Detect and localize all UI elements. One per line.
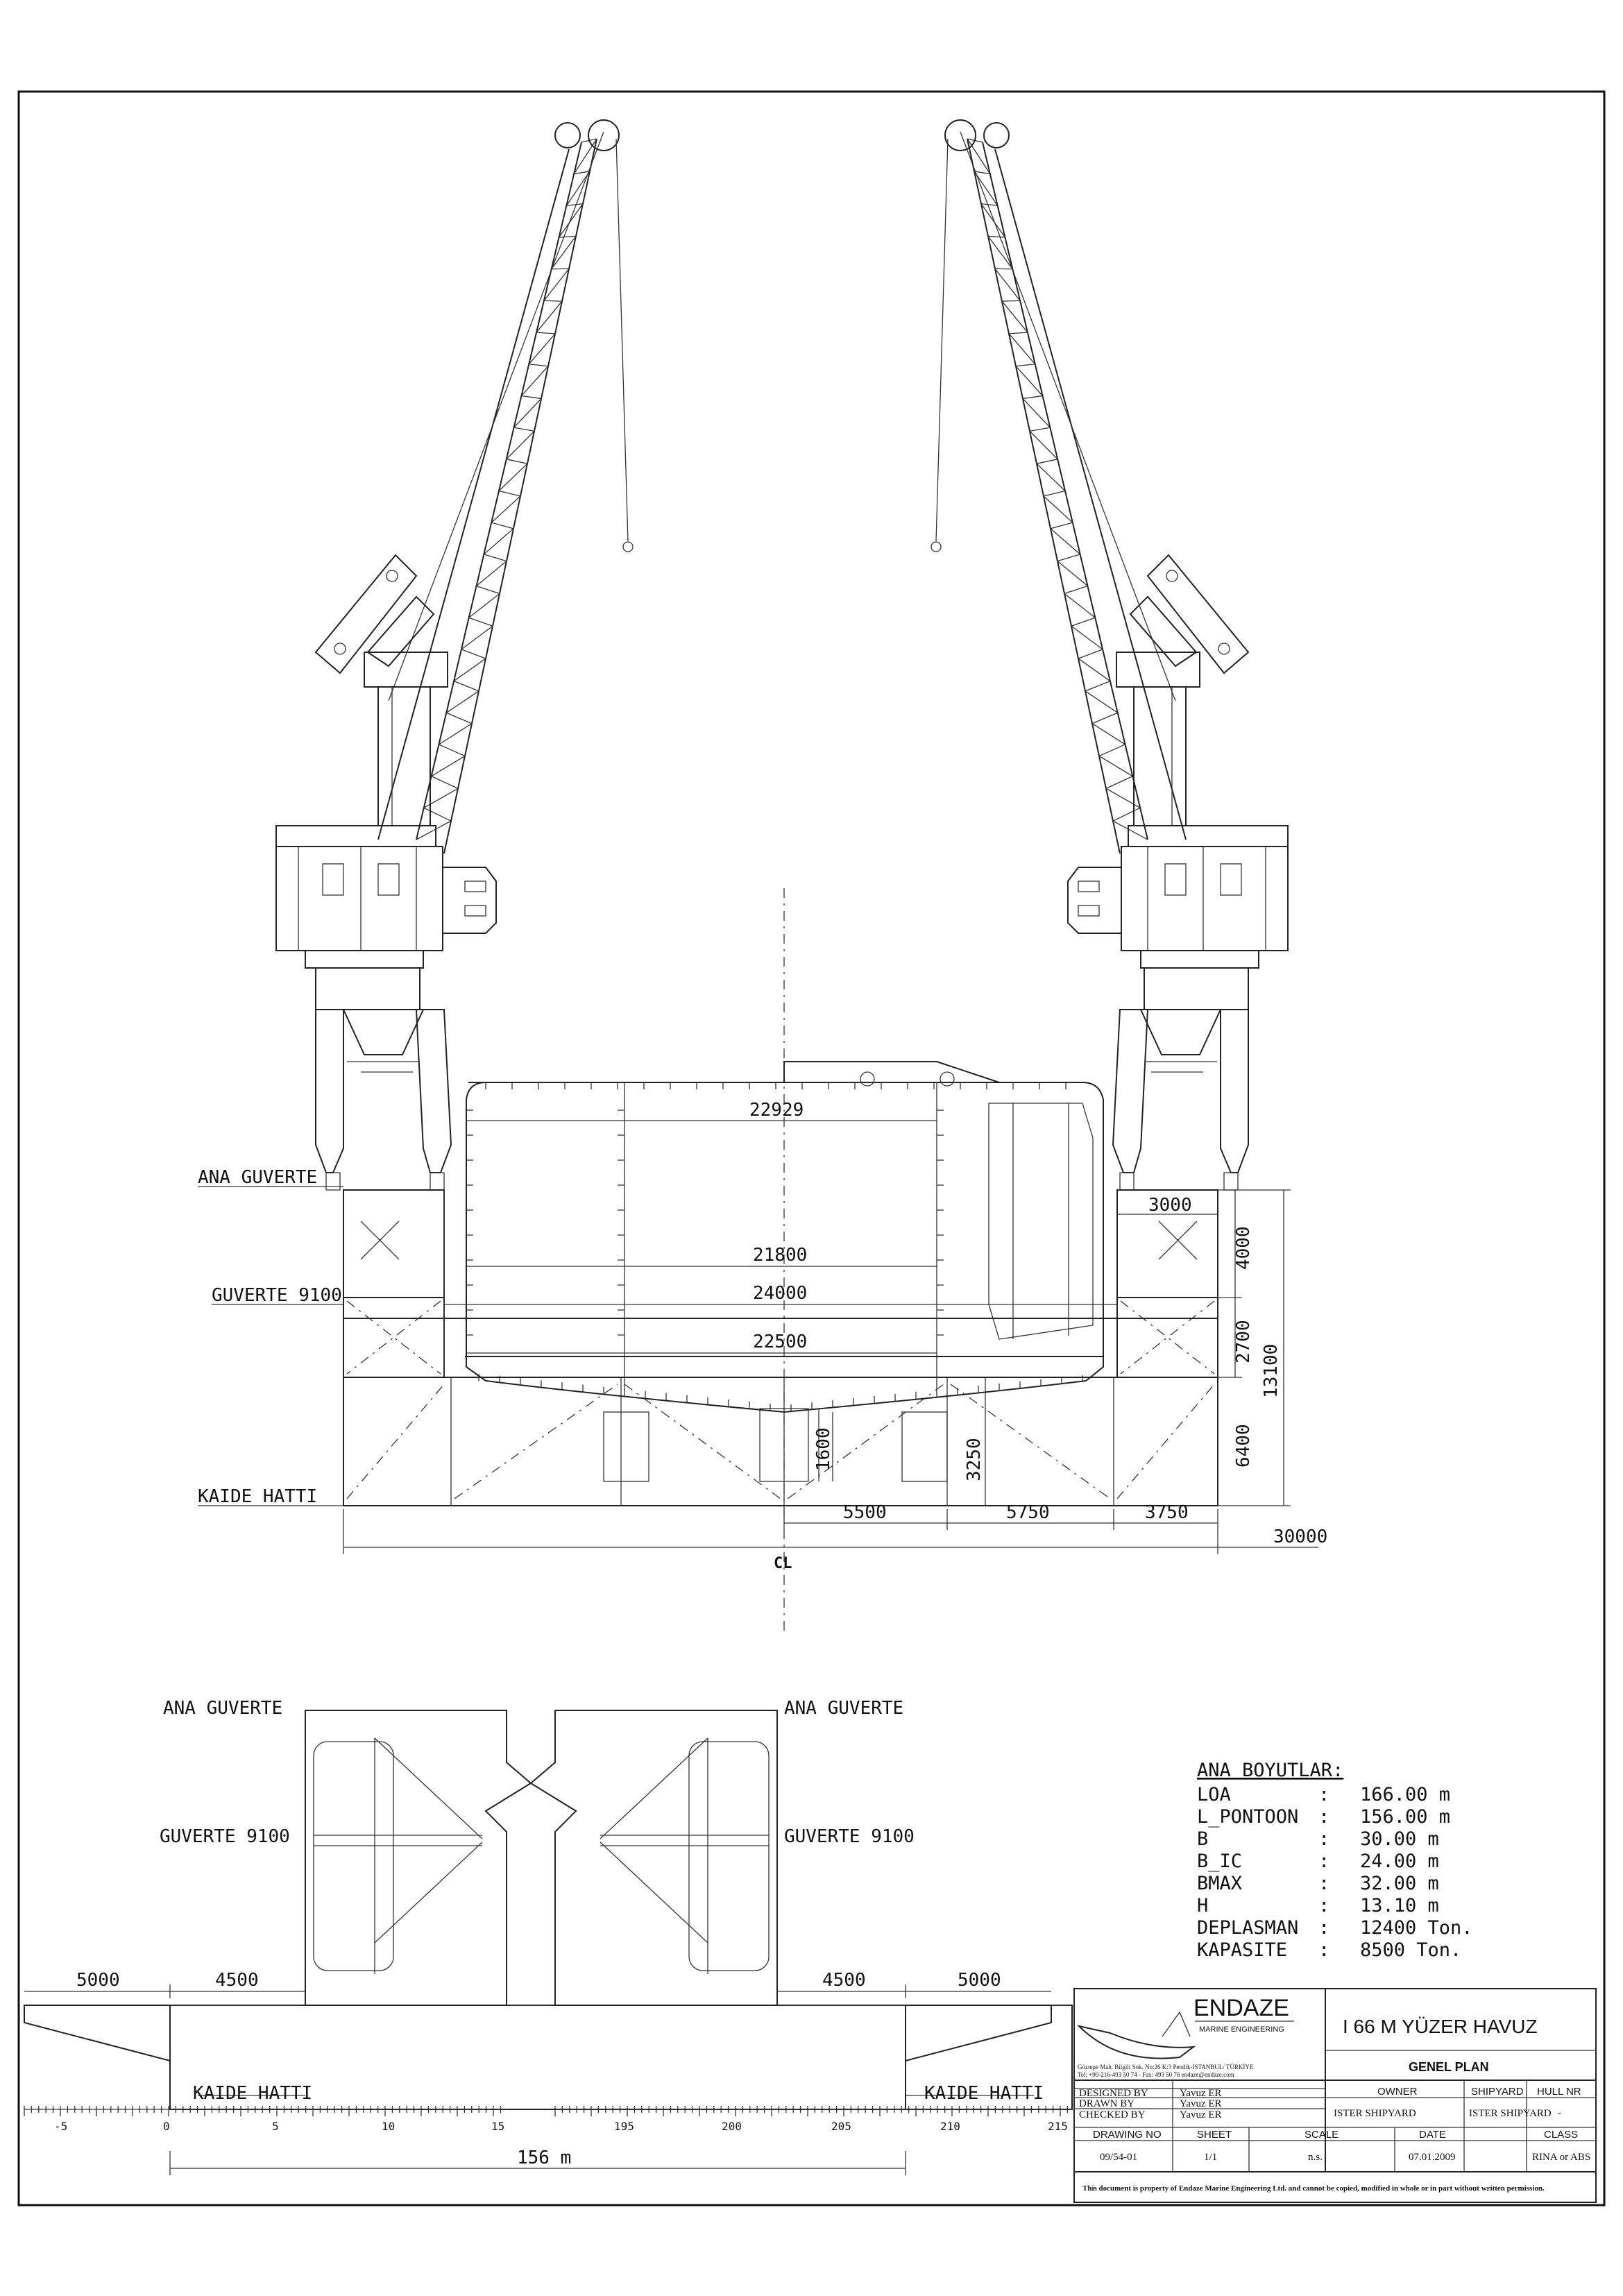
scale-label: 5 [272,2120,279,2133]
dim-5500: 5500 [843,1502,887,1523]
shipyard-value: ISTER SHIPYARD [1469,2108,1552,2119]
scale-label: -5 [54,2120,68,2133]
owner-label: OWNER [1377,2086,1418,2098]
dim-3000: 3000 [1148,1195,1192,1216]
class-value: RINA or ABS [1532,2152,1591,2163]
profile-dim-length: 156 m [517,2148,572,2168]
company-name: ENDAZE [1193,1995,1289,2021]
dim-22500: 22500 [753,1332,808,1352]
label-guverte-9100: GUVERTE 9100 [212,1285,342,1306]
scale-label: 10 [382,2120,396,2133]
main-dimensions-heading: ANA BOYUTLAR: [1197,1760,1344,1781]
profile-dim-4500-right: 4500 [822,1970,866,1991]
scale-label: 215 [1048,2120,1068,2133]
hull-nr-value: - [1558,2108,1561,2119]
spec-sep: : [1318,1873,1330,1894]
spec-key: KAPASITE [1197,1939,1288,1961]
designed-by-value: Yavuz ER [1180,2088,1222,2099]
dim-1600: 1600 [813,1427,834,1471]
company-subtitle: MARINE ENGINEERING [1199,2025,1284,2034]
spec-sep: : [1318,1895,1330,1916]
spec-sep: : [1318,1784,1330,1805]
project-title: I 66 M YÜZER HAVUZ [1343,2016,1538,2037]
profile-label-ana-guverte-right: ANA GUVERTE [784,1698,904,1719]
spec-key: LOA [1197,1784,1231,1805]
checked-by-label: CHECKED BY [1079,2109,1146,2120]
spec-key: B_IC [1197,1851,1243,1872]
profile-dim-5000-right: 5000 [958,1970,1001,1991]
spec-value: 166.00 m [1360,1784,1451,1805]
profile-label-ana-guverte-left: ANA GUVERTE [163,1698,283,1719]
scale-label: 205 [831,2120,851,2133]
checked-by-value: Yavuz ER [1180,2109,1222,2120]
profile-label-guverte-9100-left: GUVERTE 9100 [160,1826,290,1847]
company-address-2: Tel: +90-216-493 50 74 - Fax: 493 50 76 endaze@endaze.com [1078,2071,1234,2078]
shipyard-label: SHIPYARD [1471,2086,1524,2098]
main-dimensions-table [1197,1760,1473,1961]
ownership-note: This document is property of Endaze Marine Engineering Ltd. and cannot be copied, modified in whole or in part without written permission. [1082,2184,1545,2193]
spec-key: BMAX [1197,1873,1243,1894]
profile-label-guverte-9100-right: GUVERTE 9100 [784,1826,915,1847]
profile-label-kaide-hatti-left: KAIDE HATTI [193,2083,313,2104]
class-label: CLASS [1544,2129,1579,2141]
drawing-title: GENEL PLAN [1409,2060,1489,2074]
dim-6400: 6400 [1233,1424,1254,1468]
spec-sep: : [1318,1917,1330,1939]
sheet-label: SHEET [1197,2129,1232,2141]
owner-value: ISTER SHIPYARD [1334,2108,1416,2119]
scale-label: 15 [491,2120,505,2133]
spec-sep: : [1318,1828,1330,1850]
designed-by-label: DESIGNED BY [1079,2088,1148,2099]
spec-sep: : [1318,1806,1330,1828]
drawing-no-value: 09/54-01 [1100,2152,1138,2163]
spec-sep: : [1318,1851,1330,1872]
scale-label: 210 [940,2120,960,2133]
label-ana-guverte: ANA GUVERTE [198,1167,318,1188]
spec-key: DEPLASMAN [1197,1917,1299,1939]
spec-value: 24.00 m [1360,1851,1439,1872]
spec-key: H [1197,1895,1209,1916]
company-address-1: Göztepe Mah. Bilgili Sok. No:26 K:3 Pendik-İSTANBUL/ TÜRKİYE [1078,2064,1254,2070]
dim-4000: 4000 [1233,1226,1254,1270]
dim-22929: 22929 [749,1100,804,1121]
hull-nr-label: HULL NR [1537,2086,1581,2098]
ship-logo-icon [1079,2026,1193,2059]
spec-value: 12400 Ton. [1360,1917,1473,1939]
spec-value: 8500 Ton. [1360,1939,1462,1961]
drawn-by-label: DRAWN BY [1079,2098,1135,2109]
dim-3750: 3750 [1145,1502,1189,1523]
spec-value: 156.00 m [1360,1806,1451,1828]
dim-13100: 13100 [1261,1343,1282,1398]
scale-label: 195 [614,2120,634,2133]
scale-label: SCALE [1305,2129,1339,2141]
scale-label: 0 [163,2120,170,2133]
profile-dim-4500-left: 4500 [215,1970,259,1991]
sheet-value: 1/1 [1204,2152,1218,2163]
spec-value: 13.10 m [1360,1895,1439,1916]
label-kaide-hatti: KAIDE HATTI [198,1486,318,1507]
dim-30000: 30000 [1273,1527,1328,1547]
spec-value: 32.00 m [1360,1873,1439,1894]
dim-2700: 2700 [1233,1320,1254,1363]
profile-view [24,1698,1072,2175]
crane-left [276,120,633,1190]
date-value: 07.01.2009 [1409,2152,1456,2163]
profile-dim-5000-left: 5000 [76,1970,120,1991]
midship-section [198,888,1327,1631]
profile-label-kaide-hatti-right: KAIDE HATTI [924,2083,1044,2104]
scale-value: n.s. [1308,2152,1323,2163]
title-block [1074,1989,1596,2202]
date-label: DATE [1419,2129,1446,2141]
dim-5750: 5750 [1006,1502,1050,1523]
crane-right [931,120,1288,1190]
drawing-no-label: DRAWING NO [1093,2129,1162,2141]
spec-key: B [1197,1828,1209,1850]
scale-label: 200 [722,2120,742,2133]
dim-3250: 3250 [964,1438,985,1481]
spec-key: L_PONTOON [1197,1806,1299,1828]
spec-sep: : [1318,1939,1330,1961]
drawn-by-value: Yavuz ER [1180,2098,1222,2109]
label-cl: CL [774,1555,792,1572]
dim-24000: 24000 [753,1283,808,1304]
dim-21800: 21800 [753,1245,808,1266]
spec-value: 30.00 m [1360,1828,1439,1850]
